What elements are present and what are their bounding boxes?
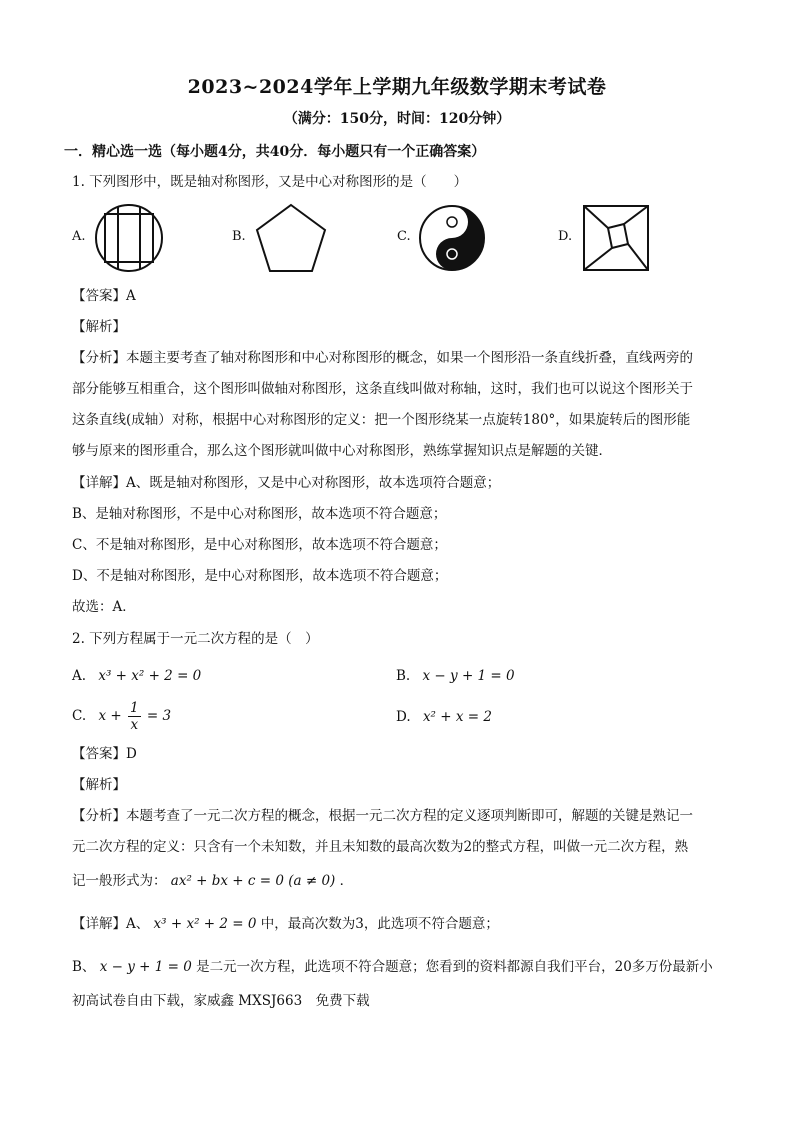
q2-option-a-label: A. <box>72 668 87 684</box>
q1-detail-line: C、不是轴对称图形，是中心对称图形，故本选项不符合题意； <box>72 537 447 553</box>
q2-option-d-label: D. <box>396 709 411 725</box>
q1-detail-line: 【详解】A、既是轴对称图形，又是中心对称图形，故本选项符合题意； <box>72 475 501 491</box>
detail-b-equation: x − y + 1 = 0 <box>99 959 192 975</box>
q2-option-a-equation: x³ + x² + 2 = 0 <box>98 668 202 684</box>
q2-option-c-fraction <box>128 700 141 733</box>
q2-option-d <box>396 707 492 727</box>
detail-a-text: 中，最高次数为3，此选项不符合题意； <box>260 916 499 932</box>
q1-conclusion: 故选：A． <box>72 599 136 615</box>
fraction-denominator: x <box>130 717 139 733</box>
q2-detail-a <box>72 914 499 934</box>
q2-option-c <box>72 698 171 734</box>
q1-option-b-label: B. <box>232 229 246 244</box>
q2-analysis-line: 【分析】本题考查了一元二次方程的概念，根据一元二次方程的定义逐项判断即可，解题的关键是熟记一 <box>72 808 693 824</box>
q2-option-a <box>72 666 201 686</box>
general-form-label: 记一般形式为： <box>72 873 167 889</box>
q1-option-c-label: C. <box>397 229 411 244</box>
q2-option-b <box>396 666 515 686</box>
q2-option-d-equation: x² + x = 2 <box>422 709 492 725</box>
q2-option-b-equation: x − y + 1 = 0 <box>422 668 515 684</box>
page-title: 2023~2024学年上学期九年级数学期末考试卷 <box>187 76 607 98</box>
q1-option-d-label: D. <box>558 229 573 244</box>
q2-stem: 2. 下列方程属于一元二次方程的是（ ） <box>72 631 319 647</box>
q1-analysis-line: 部分能够互相重合，这个图形叫做轴对称图形，这条直线叫做对称轴，这时，我们也可以说这个图形关于 <box>72 381 693 397</box>
q2-option-c-label: C. <box>72 708 87 724</box>
q2-option-c-term: x + <box>98 708 122 724</box>
q1-analysis-line: 【分析】本题主要考查了轴对称图形和中心对称图形的概念，如果一个图形沿一条直线折叠，直线两旁的 <box>72 350 693 366</box>
general-form-end: ． <box>339 873 354 889</box>
q1-option-a-label: A. <box>72 229 86 244</box>
q2-detail-b <box>72 957 713 977</box>
general-form-equation: ax² + bx + c = 0 (a ≠ 0) <box>170 873 336 889</box>
detail-a-prefix: 【详解】A、 <box>72 916 150 932</box>
q1-detail-line: B、是轴对称图形，不是中心对称图形，故本选项不符合题意； <box>72 506 447 522</box>
q1-analysis-line: 够与原来的图形重合，那么这个图形就叫做中心对称图形，熟练掌握知识点是解题的关键． <box>72 443 612 459</box>
detail-b-text: 是二元一次方程，此选项不符合题意；您看到的资料都源自我们平台，20多万份最新小 <box>196 959 713 975</box>
q1-analysis-label: 【解析】 <box>72 319 126 335</box>
q1-figure-b-pentagon <box>254 202 328 274</box>
q1-analysis-line: 这条直线(成轴）对称，根据中心对称图形的定义：把一个图形绕某一点旋转180°，如果旋转后的图形能 <box>72 412 691 428</box>
q2-option-c-rhs: = 3 <box>146 708 172 724</box>
detail-b-prefix: B、 <box>72 959 96 975</box>
q2-analysis-line-3 <box>72 871 353 891</box>
footer-download-note: 初高试卷自由下载，家威鑫 MXSJ663 免费下载 <box>72 993 370 1009</box>
q1-figure-d-pinwheel-square <box>582 204 650 272</box>
q2-answer: 【答案】D <box>72 746 137 762</box>
q1-detail-line: D、不是轴对称图形，是中心对称图形，故本选项不符合题意； <box>72 568 448 584</box>
q1-figure-c-yin-yang <box>417 203 487 273</box>
q1-answer: 【答案】A <box>72 288 136 304</box>
section-heading: 一．精心选一选（每小题4分，共40分．每小题只有一个正确答案） <box>64 144 486 160</box>
q2-option-b-label: B. <box>396 668 411 684</box>
q1-stem: 1. 下列图形中，既是轴对称图形，又是中心对称图形的是（ ） <box>72 174 468 190</box>
q2-analysis-line: 元二次方程的定义：只含有一个未知数，并且未知数的最高次数为2的整式方程，叫做一元二次方程，熟 <box>72 839 689 855</box>
detail-a-equation: x³ + x² + 2 = 0 <box>153 916 257 932</box>
fraction-numerator: 1 <box>129 700 139 716</box>
page-subtitle: （满分：150分，时间：120分钟） <box>283 111 511 127</box>
q2-analysis-label: 【解析】 <box>72 777 126 793</box>
q1-figure-a-circle-square <box>94 203 164 273</box>
